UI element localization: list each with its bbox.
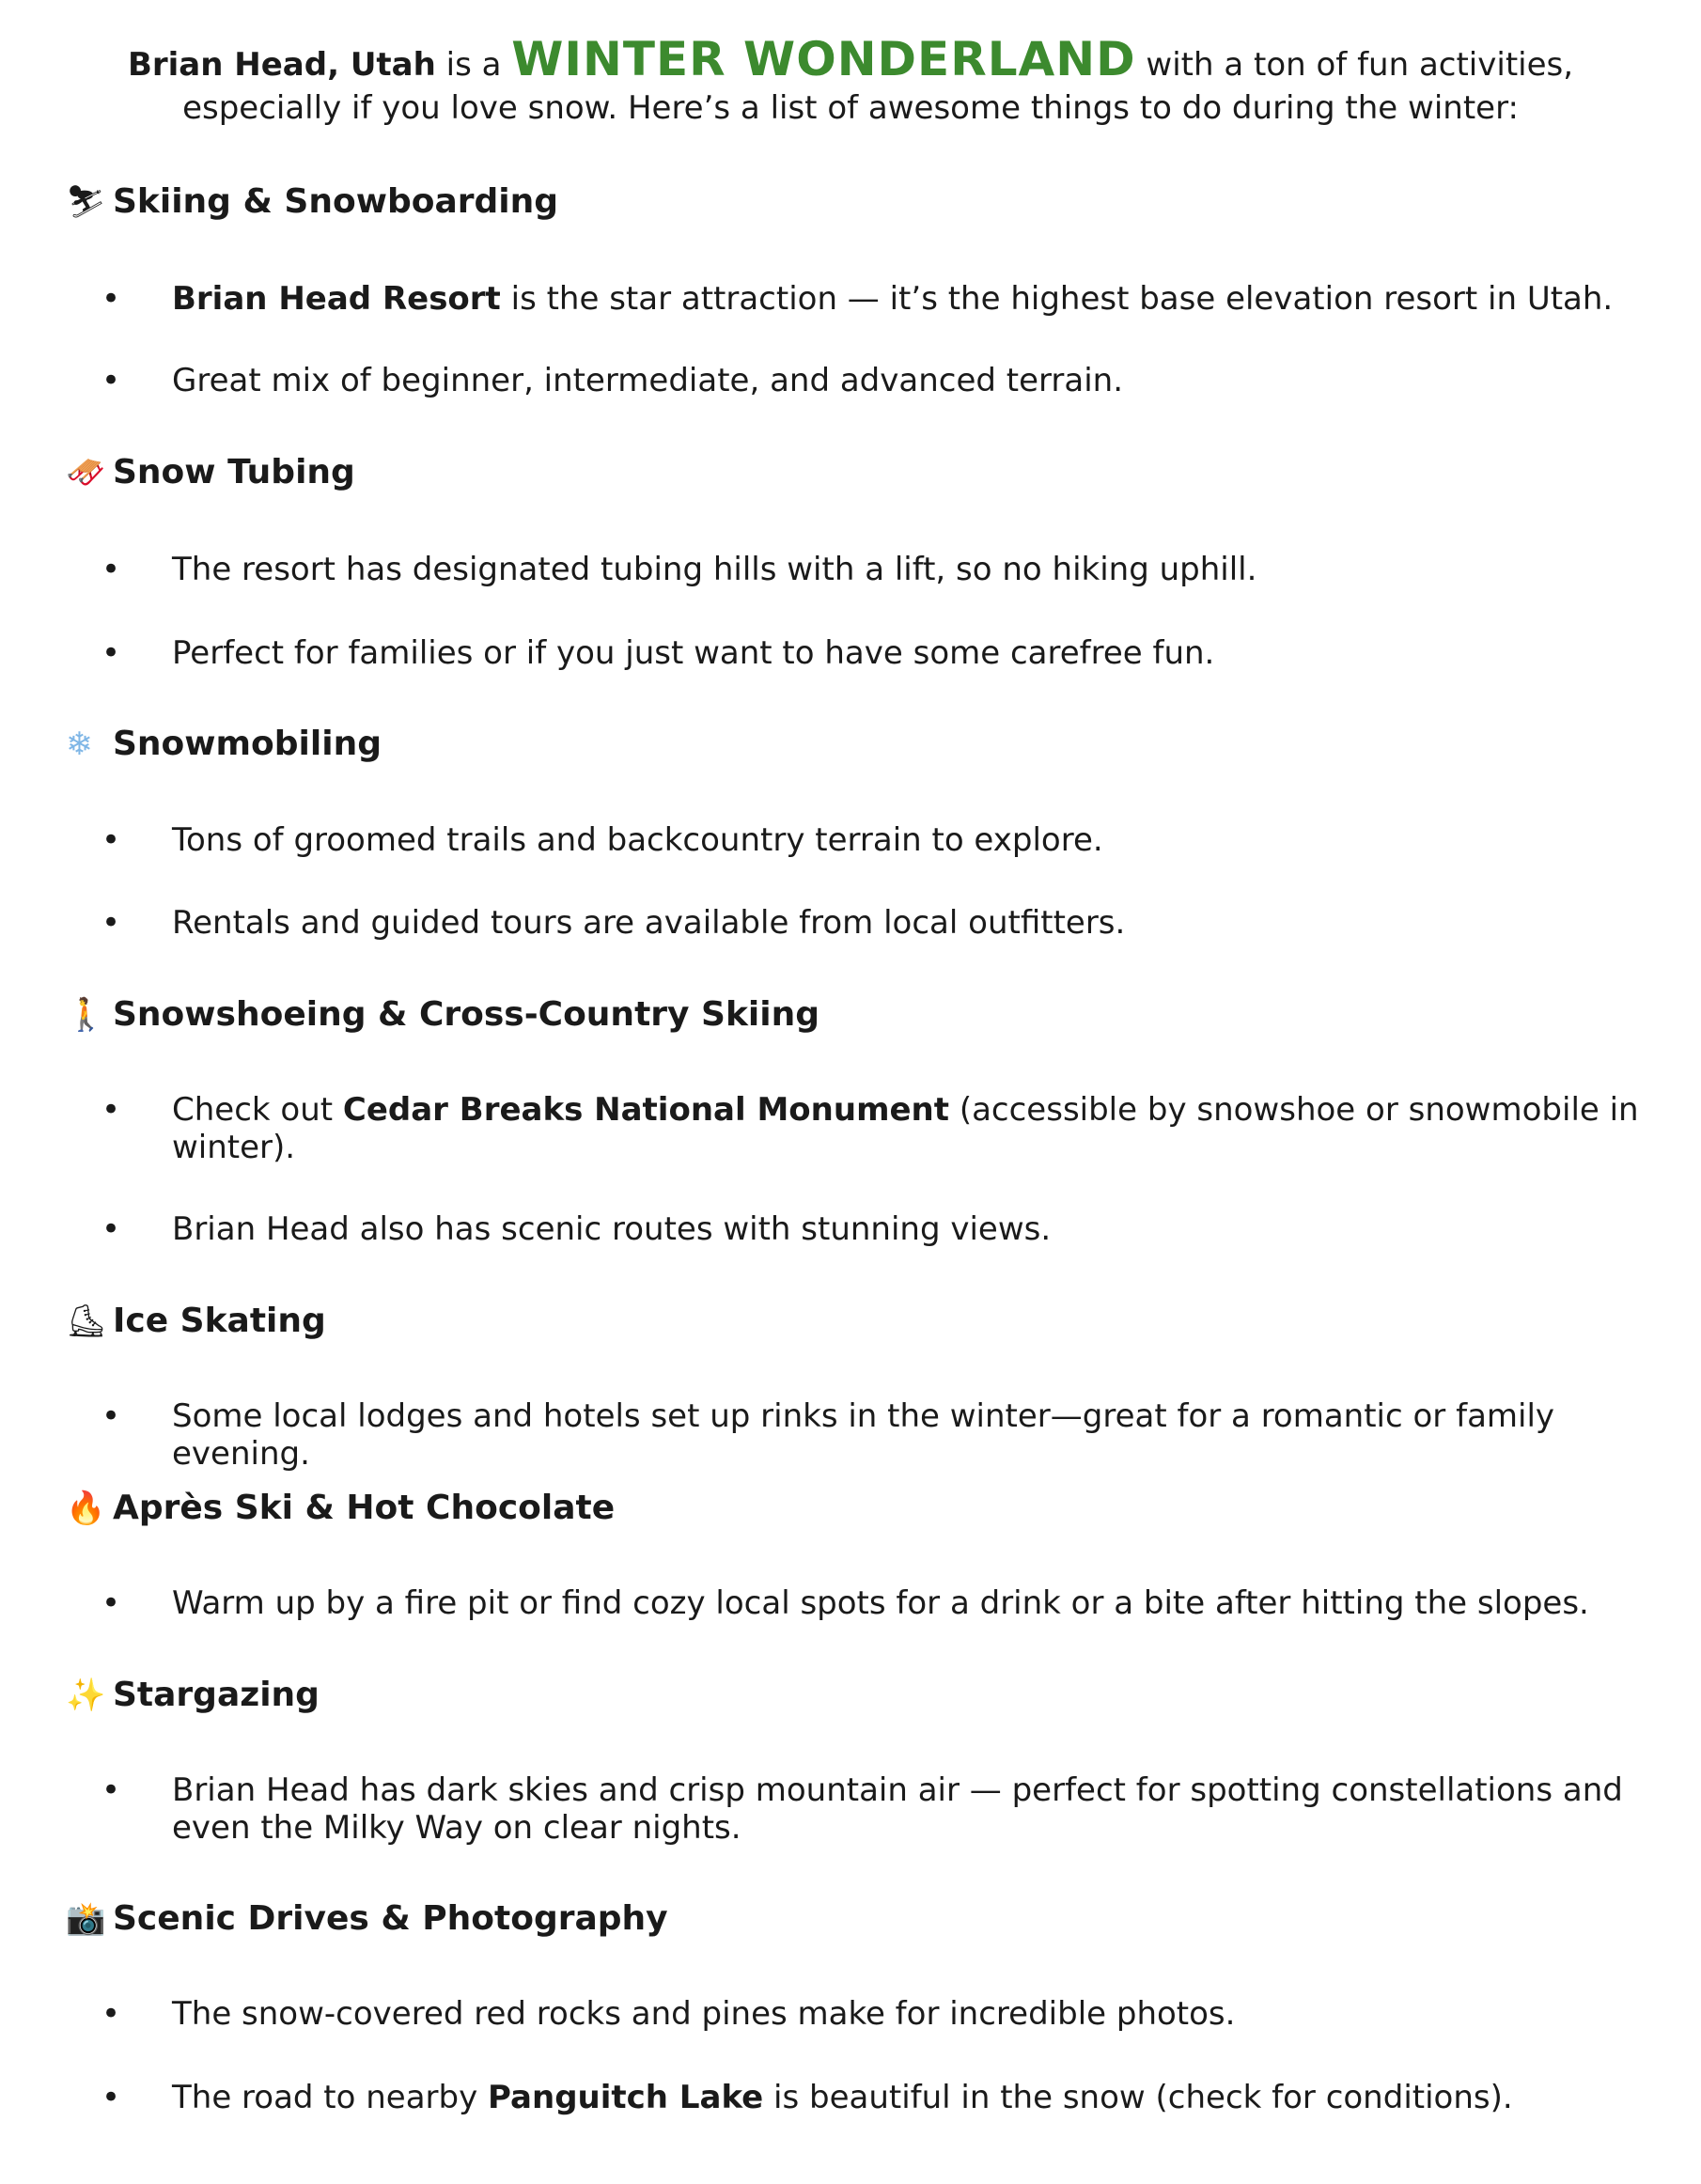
section-title-snowshoeing [66, 994, 819, 1036]
bullet-dot: • [101, 1091, 121, 1129]
intro-highlight: WINTER WONDERLAND [511, 32, 1136, 86]
bold-text: Brian Head Resort [172, 280, 501, 318]
section-title-snowmobiling [66, 724, 382, 765]
bullet-dot: • [101, 904, 121, 942]
list-item: • Great mix of beginner, intermediate, and advanced terrain. [101, 362, 1124, 399]
intro-paragraph [0, 32, 1701, 130]
ice-skate-icon: ⛸ [66, 1303, 107, 1340]
list-item: • Rentals and guided tours are available from local outfitters. [101, 904, 1126, 942]
list-item: • The snow-covered red rocks and pines make for incredible photos. [101, 1995, 1236, 2033]
section-title-snow-tubing [66, 452, 355, 493]
skier-icon: ⛷ [66, 183, 107, 221]
list-item: • Perfect for families or if you just want to have some carefree fun. [101, 634, 1215, 672]
section-title-scenic-drives [66, 1898, 668, 1940]
bold-text: Cedar Breaks National Monument [342, 1091, 950, 1129]
bullet-dot: • [101, 2079, 121, 2116]
bullet-dot: • [101, 551, 121, 588]
list-item: • The resort has designated tubing hills with a lift, so no hiking uphill. [101, 551, 1257, 588]
intro-is-a: is a [435, 46, 512, 84]
fire-icon: 🔥 [66, 1490, 106, 1527]
intro-place: Brian Head, Utah [127, 46, 436, 84]
list-item: • Brian Head has dark skies and crisp mountain air — perfect for spotting constellations and even the Milky Way on clear nights. [101, 1771, 1623, 1847]
bullet-dot: • [101, 634, 121, 672]
section-title-text: Skiing & Snowboarding [113, 182, 559, 221]
section-title-text: Snow Tubing [113, 453, 355, 491]
snowflake-icon: ❄ [66, 725, 93, 763]
section-title-skiing [66, 181, 558, 223]
section-title-text: Snowmobiling [113, 725, 382, 763]
bullet-dot: • [101, 1584, 121, 1622]
bullet-dot: • [101, 821, 121, 859]
list-item: • Some local lodges and hotels set up rinks in the winter—great for a romantic or family evening. [101, 1397, 1555, 1473]
bold-text: Panguitch Lake [488, 2079, 764, 2116]
bullet-dot: • [101, 1397, 121, 1435]
section-title-apres-ski [66, 1488, 615, 1529]
list-item: • Check out Cedar Breaks National Monument (accessible by snowshoe or snowmobile in winter). [101, 1091, 1639, 1166]
bullet-dot: • [101, 1995, 121, 2033]
intro-line2: especially if you love snow. Here’s a list of awesome things to do during the winter: [182, 89, 1519, 127]
intro-rest-line1: with a ton of fun activities, [1135, 46, 1574, 84]
section-title-stargazing [66, 1675, 320, 1716]
section-title-text: Après Ski & Hot Chocolate [113, 1489, 616, 1527]
section-title-text: Ice Skating [113, 1302, 326, 1340]
bullet-dot: • [101, 1771, 121, 1809]
list-item: • Brian Head also has scenic routes with stunning views. [101, 1210, 1052, 1248]
sparkles-icon: ✨ [66, 1677, 106, 1714]
sled-icon: 🛷 [66, 454, 106, 491]
list-item: • Brian Head Resort is the star attraction — it’s the highest base elevation resort in Utah. [101, 280, 1614, 318]
bullet-dot: • [101, 280, 121, 318]
section-title-text: Stargazing [113, 1676, 320, 1714]
section-title-text: Snowshoeing & Cross-Country Skiing [113, 995, 819, 1034]
bullet-dot: • [101, 1210, 121, 1248]
camera-flash-icon: 📸 [66, 1900, 106, 1938]
section-title-text: Scenic Drives & Photography [113, 1899, 668, 1938]
bullet-dot: • [101, 362, 121, 399]
person-walking-icon: 🚶 [66, 996, 106, 1034]
list-item: • Warm up by a fire pit or find cozy local spots for a drink or a bite after hitting the slopes. [101, 1584, 1589, 1622]
list-item: • Tons of groomed trails and backcountry terrain to explore. [101, 821, 1103, 859]
section-title-ice-skating [66, 1301, 326, 1342]
list-item: • The road to nearby Panguitch Lake is beautiful in the snow (check for conditions). [101, 2079, 1513, 2116]
